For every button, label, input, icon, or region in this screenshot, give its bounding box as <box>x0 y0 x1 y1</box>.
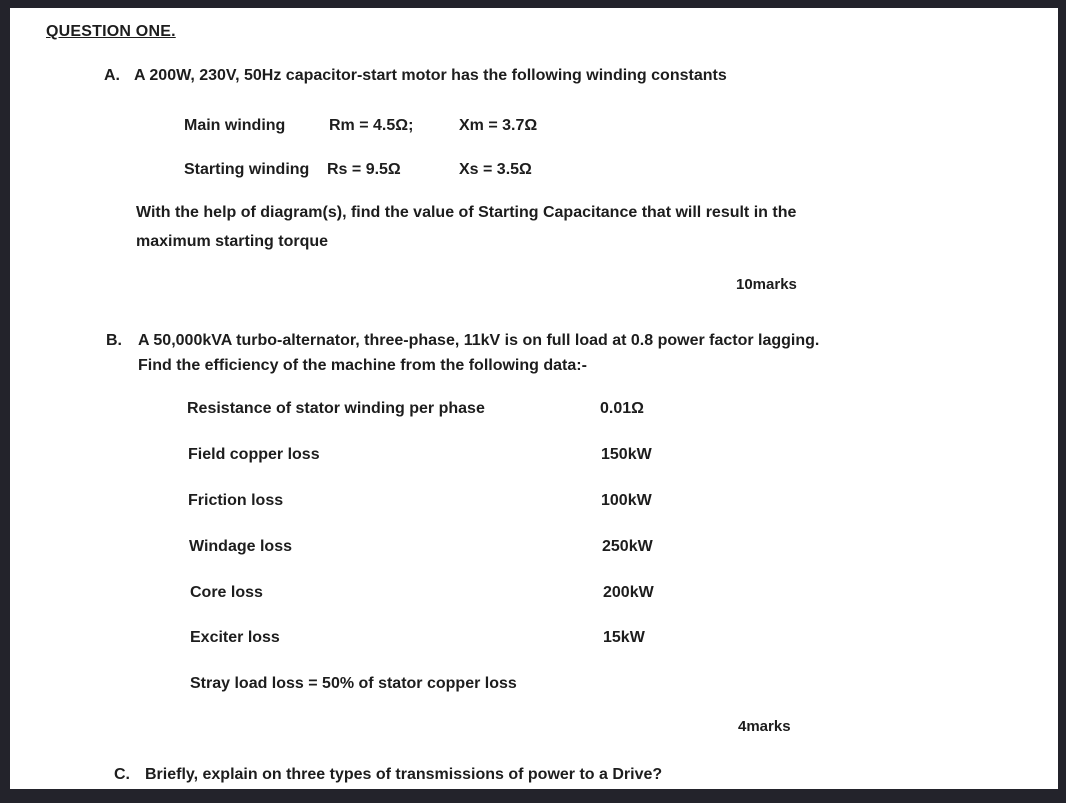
part-a-question-line2: maximum starting torque <box>136 233 329 250</box>
starting-winding-reactance: Xs = 3.5Ω <box>459 161 532 178</box>
part-b-line2: Find the efficiency of the machine from the following data:- <box>138 357 587 374</box>
part-c-question: Briefly, explain on three types of transmissions of power to a Drive? <box>145 766 663 783</box>
data-label-core-loss: Core loss <box>190 584 263 601</box>
main-winding-label: Main winding <box>184 117 286 134</box>
exam-page <box>10 8 1058 789</box>
part-c-label: C. <box>114 766 130 783</box>
starting-winding-label: Starting winding <box>184 161 310 178</box>
main-winding-resistance: Rm = 4.5Ω; <box>329 117 414 134</box>
data-value-core-loss: 200kW <box>603 584 654 601</box>
data-value-exciter-loss: 15kW <box>603 629 645 646</box>
stray-load-loss: Stray load loss = 50% of stator copper loss <box>190 675 517 692</box>
part-a-question-line1: With the help of diagram(s), find the value of Starting Capacitance that will result in the <box>136 204 797 221</box>
data-value-windage-loss: 250kW <box>602 538 653 555</box>
data-value-friction-loss: 100kW <box>601 492 652 509</box>
question-heading: QUESTION ONE. <box>46 23 176 40</box>
part-a-marks: 10marks <box>736 276 797 293</box>
part-a-intro: A 200W, 230V, 50Hz capacitor-start motor has the following winding constants <box>134 67 727 84</box>
part-b-label: B. <box>106 332 122 349</box>
part-b-marks: 4marks <box>738 718 791 735</box>
part-a-label: A. <box>104 67 120 84</box>
data-label-field-copper-loss: Field copper loss <box>188 446 320 463</box>
part-b-line1: A 50,000kVA turbo-alternator, three-phase, 11kV is on full load at 0.8 power factor lagging. <box>138 332 820 349</box>
data-value-stator-resistance: 0.01Ω <box>600 400 644 417</box>
data-label-exciter-loss: Exciter loss <box>190 629 280 646</box>
main-winding-reactance: Xm = 3.7Ω <box>459 117 538 134</box>
data-value-field-copper-loss: 150kW <box>601 446 652 463</box>
data-label-friction-loss: Friction loss <box>188 492 284 509</box>
data-label-stator-resistance: Resistance of stator winding per phase <box>187 400 485 417</box>
data-label-windage-loss: Windage loss <box>189 538 292 555</box>
starting-winding-resistance: Rs = 9.5Ω <box>327 161 401 178</box>
